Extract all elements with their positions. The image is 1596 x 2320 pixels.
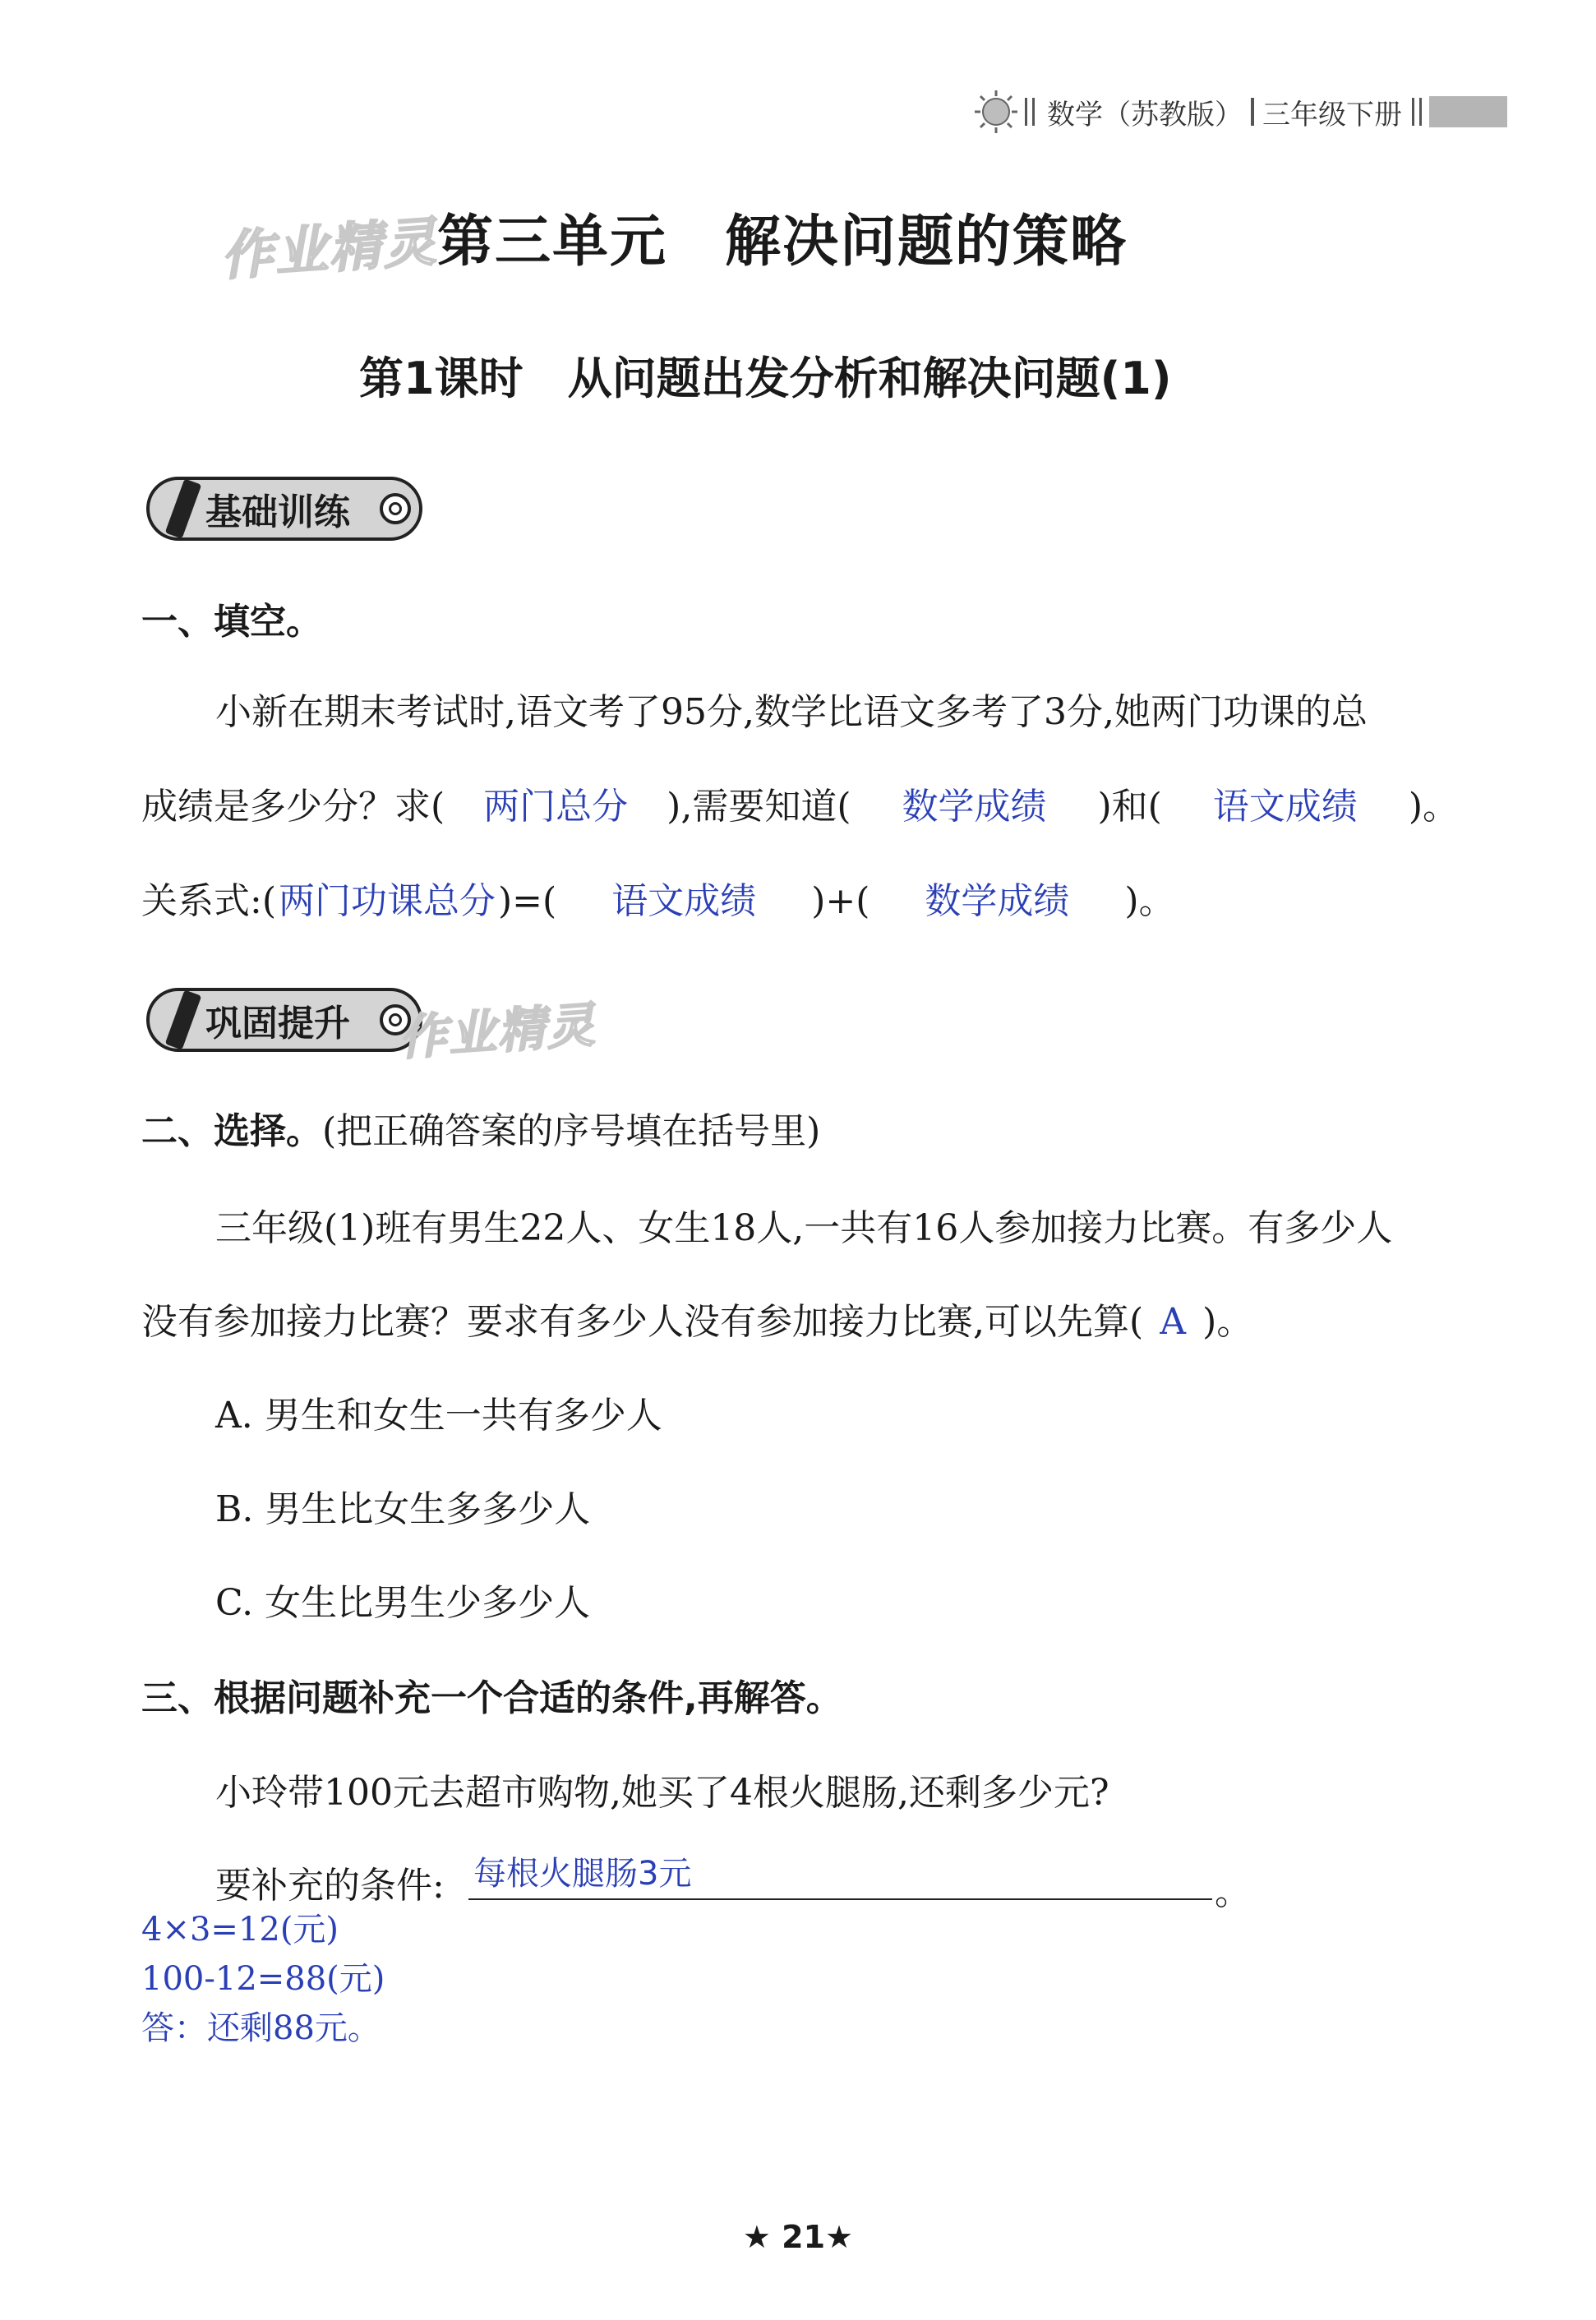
text-segment: 关系式:( — [141, 880, 276, 922]
pencil-icon — [165, 989, 202, 1049]
ring-icon — [380, 493, 411, 524]
answer-fill: 数学成绩 — [902, 786, 1047, 828]
option-b: B. 男生比女生多多少人 — [215, 1488, 591, 1530]
divider — [1251, 98, 1254, 126]
text-segment: )。 — [1202, 1301, 1253, 1343]
question-heading: 三、根据问题补充一个合适的条件,再解答。 — [141, 1677, 842, 1719]
section-label: 巩固提升 — [205, 1003, 350, 1045]
problem-text: 小玲带100元去超市购物,她买了4根火腿肠,还剩多少元? — [215, 1772, 1109, 1814]
text-segment: ),需要知道( — [667, 786, 851, 828]
page-number: ★ 21★ — [742, 2219, 854, 2255]
answer-fill: A — [1160, 1301, 1187, 1343]
section-badge-basic — [146, 477, 422, 541]
question-heading: 一、填空。 — [141, 601, 322, 643]
condition-label: 要补充的条件: — [215, 1865, 445, 1907]
heading-note: (把正确答案的序号填在括号里) — [322, 1110, 821, 1152]
option-a: A. 男生和女生一共有多少人 — [215, 1395, 662, 1437]
answer-fill: 数学成绩 — [925, 880, 1070, 922]
solution-line: 100-12=88(元) — [141, 1960, 385, 1998]
solution-line: 4×3=12(元) — [141, 1911, 339, 1949]
question-text: 小新在期末考试时,语文考了95分,数学比语文多考了3分,她两门功课的总 — [215, 691, 1368, 733]
condition-answer: 每根火腿肠3元 — [473, 1855, 692, 1893]
answer-fill: 语文成绩 — [611, 880, 757, 922]
answer-fill: 语文成绩 — [1212, 786, 1358, 828]
section-label: 基础训练 — [205, 491, 350, 533]
header-grade: 三年级下册 — [1262, 98, 1402, 131]
divider — [1032, 98, 1035, 126]
pencil-icon — [165, 478, 202, 538]
text-segment: )=( — [498, 880, 557, 922]
unit-title: 第三单元 解决问题的策略 — [437, 209, 1128, 274]
page-header — [970, 89, 1582, 135]
text-segment: 成绩是多少分？求( — [141, 786, 445, 828]
lesson-title: 第1课时 从问题出发分析和解决问题(1) — [359, 353, 1172, 404]
option-c: C. 女生比男生少多少人 — [215, 1582, 591, 1624]
watermark: 作业精灵 — [219, 211, 440, 288]
question-text: 三年级(1)班有男生22人、女生18人,一共有16人参加接力比赛。有多少人 — [215, 1207, 1393, 1249]
divider — [1412, 98, 1414, 126]
text-segment: )。 — [1124, 880, 1175, 922]
text-segment: )+( — [811, 880, 870, 922]
answer-fill: 两门总分 — [483, 786, 629, 828]
section-badge-improve — [146, 988, 422, 1052]
relation-line — [141, 871, 1175, 924]
text-segment: )和( — [1097, 786, 1162, 828]
answer-fill: 两门功课总分 — [279, 880, 496, 922]
question-heading — [141, 1101, 820, 1154]
text-segment: 没有参加接力比赛？要求有多少人没有参加接力比赛,可以先算( — [141, 1301, 1144, 1343]
watermark: 作业精灵 — [397, 996, 598, 1067]
sun-icon — [970, 89, 1022, 135]
header-subject: 数学（苏教版） — [1047, 98, 1243, 131]
question-text-line — [141, 777, 1459, 829]
question-text-line — [141, 1292, 1252, 1344]
divider — [1419, 98, 1422, 126]
condition-end: 。 — [1215, 1871, 1251, 1913]
answer-line — [468, 1898, 1212, 1900]
header-decoration — [1429, 96, 1507, 127]
heading-text: 二、选择。 — [141, 1110, 322, 1152]
solution-line: 答：还剩88元。 — [141, 2009, 381, 2047]
text-segment: )。 — [1408, 786, 1460, 828]
divider — [1025, 98, 1027, 126]
